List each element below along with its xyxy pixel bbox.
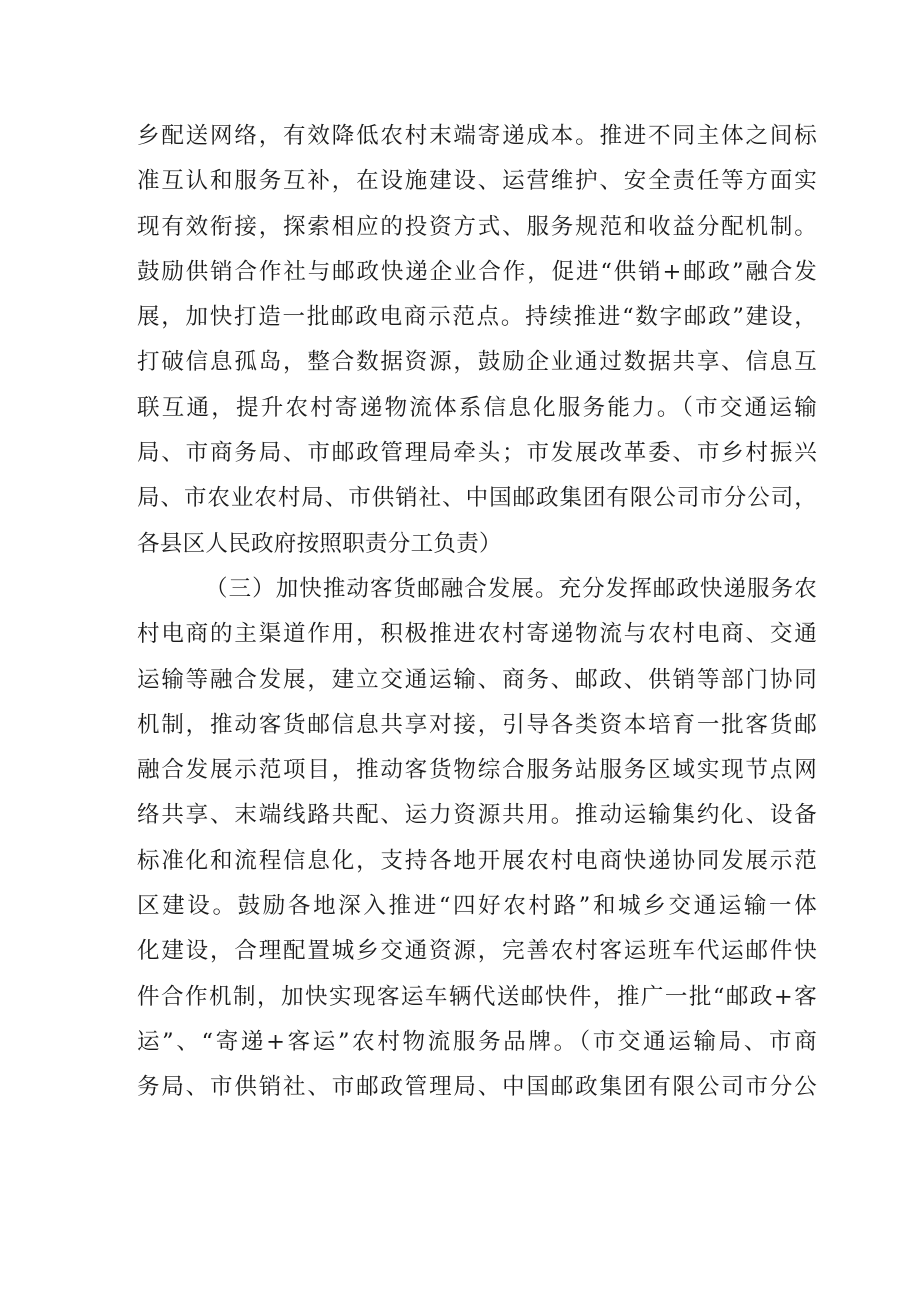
text-line: 各县区人民政府按照职责分工负责）	[137, 530, 502, 557]
text-line: 件合作机制，加快实现客运车辆代送邮快件，推广一批“邮政+客	[137, 983, 817, 1010]
text-line: 村电商的主渠道作用，积极推进农村寄递物流与农村电商、交通	[137, 621, 817, 648]
text-line: 准互认和服务互补，在设施建设、运营维护、安全责任等方面实	[137, 168, 817, 195]
text-line: 运”、“寄递+客运”农村物流服务品牌。（市交通运输局、市商	[137, 1028, 817, 1055]
body-text	[137, 114, 817, 1111]
text-line: 融合发展示范项目，推动客货物综合服务站服务区域实现节点网	[137, 757, 817, 784]
text-line: 联互通，提升农村寄递物流体系信息化服务能力。（市交通运输	[137, 394, 817, 421]
text-line: 现有效衔接，探索相应的投资方式、服务规范和收益分配机制。	[137, 213, 817, 240]
text-line: 局、市商务局、市邮政管理局牵头；市发展改革委、市乡村振兴	[137, 440, 817, 467]
section-heading-line: （三）加快推动客货邮融合发展。充分发挥邮政快递服务农	[205, 575, 817, 602]
text-line: 运输等融合发展，建立交通运输、商务、邮政、供销等部门协同	[137, 666, 817, 693]
text-line: 打破信息孤岛，整合数据资源，鼓励企业通过数据共享、信息互	[137, 349, 817, 376]
text-line: 化建设，合理配置城乡交通资源，完善农村客运班车代运邮件快	[137, 938, 817, 965]
text-line: 络共享、末端线路共配、运力资源共用。推动运输集约化、设备	[137, 802, 817, 829]
text-line: 机制，推动客货邮信息共享对接，引导各类资本培育一批客货邮	[137, 711, 817, 738]
text-line: 标准化和流程信息化，支持各地开展农村电商快递协同发展示范	[137, 847, 817, 874]
text-line: 区建设。鼓励各地深入推进“四好农村路”和城乡交通运输一体	[137, 893, 817, 920]
text-line: 鼓励供销合作社与邮政快递企业合作，促进“供销+邮政”融合发	[137, 258, 817, 285]
text-line: 乡配送网络，有效降低农村末端寄递成本。推进不同主体之间标	[137, 123, 817, 149]
text-line: 展，加快打造一批邮政电商示范点。持续推进“数字邮政”建设，	[137, 304, 817, 331]
text-line: 务局、市供销社、市邮政管理局、中国邮政集团有限公司市分公	[137, 1074, 817, 1101]
text-line: 局、市农业农村局、市供销社、中国邮政集团有限公司市分公司，	[137, 485, 817, 512]
